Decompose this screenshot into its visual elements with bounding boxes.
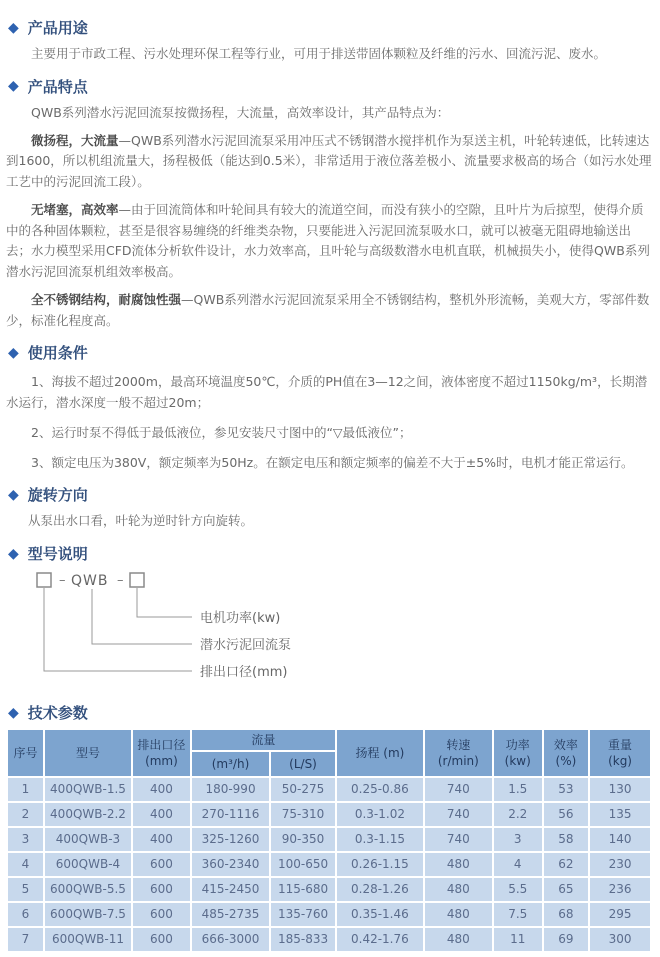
model-label-motor-power: 电机功率(kw) xyxy=(200,611,281,626)
column-header-speed-name: 转速 xyxy=(446,737,471,752)
table-row xyxy=(8,928,650,951)
table-cell: 3 xyxy=(494,828,542,851)
model-box-left xyxy=(37,573,51,587)
table-cell: 325-1260 xyxy=(192,828,269,851)
table-cell: 0.35-1.46 xyxy=(337,903,423,926)
column-header-speed-unit: (r/min) xyxy=(437,754,479,769)
table-cell: 115-680 xyxy=(271,878,335,901)
model-label-outlet-diameter: 排出口径(mm) xyxy=(200,665,288,680)
table-cell: 7 xyxy=(8,928,43,951)
model-dash: – xyxy=(117,573,124,588)
table-cell: 480 xyxy=(425,903,492,926)
table-row xyxy=(8,803,650,826)
column-header-weight-unit: (kg) xyxy=(608,754,632,769)
table-cell: 666-3000 xyxy=(192,928,269,951)
specs-table xyxy=(6,728,652,953)
column-header-weight xyxy=(590,730,650,776)
column-header-flow: 流量 xyxy=(192,730,335,750)
table-cell: 6 xyxy=(8,903,43,926)
table-cell: 3 xyxy=(8,828,43,851)
table-cell: 69 xyxy=(544,928,588,951)
column-header-efficiency-unit: (%) xyxy=(555,754,577,769)
features-title: 产品特点 xyxy=(27,77,88,96)
table-cell: 0.42-1.76 xyxy=(337,928,423,951)
table-cell: 295 xyxy=(590,903,650,926)
column-header-power xyxy=(494,730,542,776)
condition-item-3: 3、额定电压为380V，额定频率为50Hz。在额定电压和额定频率的偏差不大于±5%时，电机才能正常运行。 xyxy=(31,454,634,470)
table-cell: 485-2735 xyxy=(192,903,269,926)
feature-lead: 全不锈钢结构，耐腐蚀性强 xyxy=(31,291,182,307)
table-cell: 480 xyxy=(425,878,492,901)
table-cell: 0.25-0.86 xyxy=(337,778,423,801)
table-cell: 740 xyxy=(425,828,492,851)
column-header-power-name: 功率 xyxy=(505,737,530,752)
table-cell: 300 xyxy=(590,928,650,951)
table-cell: 740 xyxy=(425,778,492,801)
column-header-power-unit: (kw) xyxy=(504,754,531,769)
table-cell: 600 xyxy=(133,903,190,926)
feature-text: —由于回流筒体和叶轮间具有较大的流道空间，而没有狭小的空隙，且叶片为后掠型，使得介质中的各种固体颗粒，甚至是很容易缠绕的纤维类杂物，只要能进入污泥回流泵吸水口，就可以被毫无阻碍地输送出去；水力模型采用CFD流体分析软件设计，水力效率高，且叶轮与高级数潜水电机直联，机械损失小，使得QWB系列潜水污泥回流泵机组效率极高。 xyxy=(6,201,650,279)
section-heading-model xyxy=(6,543,652,564)
section-heading-usage xyxy=(6,17,652,38)
model-dash: – xyxy=(59,573,66,588)
diamond-icon: ◆ xyxy=(8,704,19,721)
table-cell: 360-2340 xyxy=(192,853,269,876)
usage-body: 主要用于市政工程、污水处理环保工程等行业，可用于排送带固体颗粒及纤维的污水、回流污泥、废水。 xyxy=(31,46,607,61)
section-heading-rotation xyxy=(6,484,652,505)
column-header-flow-ls: (L/S) xyxy=(271,752,335,776)
section-heading-features xyxy=(6,76,652,97)
column-header-seq: 序号 xyxy=(8,730,43,776)
model-title: 型号说明 xyxy=(27,545,88,563)
rotation-title: 旋转方向 xyxy=(27,486,88,505)
diamond-icon: ◆ xyxy=(8,78,19,95)
table-cell: 600 xyxy=(133,853,190,876)
model-code: QWB xyxy=(71,573,109,589)
table-cell: 90-350 xyxy=(271,828,335,851)
table-cell: 62 xyxy=(544,853,588,876)
usage-title: 产品用途 xyxy=(27,19,88,37)
table-cell: 100-650 xyxy=(271,853,335,876)
table-cell: 2 xyxy=(8,803,43,826)
table-cell: 400QWB-2.2 xyxy=(45,803,131,826)
column-header-efficiency xyxy=(544,730,588,776)
table-cell: 7.5 xyxy=(494,903,542,926)
model-box-right xyxy=(130,573,144,587)
diamond-icon: ◆ xyxy=(8,19,19,36)
feature-text: —QWB系列潜水污泥回流泵采用冲压式不锈钢潜水搅拌机作为泵送主机，叶轮转速低，比转速达到1600，所以机组流量大，扬程极低（能达到0.5米），非常适用于液位落差极小、流量要求极高的场合（如污水处理工艺中的污泥回流工段）。 xyxy=(6,132,652,189)
table-cell: 236 xyxy=(590,878,650,901)
diamond-icon: ◆ xyxy=(8,486,19,503)
table-cell: 135-760 xyxy=(271,903,335,926)
model-label-pump-type: 潜水污泥回流泵 xyxy=(200,638,292,653)
table-row xyxy=(8,828,650,851)
table-cell: 11 xyxy=(494,928,542,951)
specs-table-head xyxy=(8,730,650,776)
condition-item-1: 1、海拔不超过2000m，最高环境温度50℃，介质的PH值在3—12之间，液体密度不超过1150kg/m³，长期潜水运行，潜水深度一般不超过20m； xyxy=(6,374,648,410)
table-cell: 53 xyxy=(544,778,588,801)
model-code-diagram xyxy=(30,569,652,691)
table-cell: 65 xyxy=(544,878,588,901)
table-cell: 56 xyxy=(544,803,588,826)
table-cell: 400 xyxy=(133,828,190,851)
connector-line-outlet xyxy=(44,588,192,671)
condition-item-2: 2、运行时泵不得低于最低液位，参见安装尺寸图中的“▽最低液位”； xyxy=(31,424,412,440)
table-cell: 50-275 xyxy=(271,778,335,801)
column-header-speed xyxy=(425,730,492,776)
column-header-outlet-unit: (mm) xyxy=(145,754,178,769)
features-intro: QWB系列潜水污泥回流泵按微扬程，大流量，高效率设计，其产品特点为： xyxy=(31,104,450,120)
table-cell: 230 xyxy=(590,853,650,876)
table-cell: 75-310 xyxy=(271,803,335,826)
table-cell: 180-990 xyxy=(192,778,269,801)
column-header-outlet-name: 排出口径 xyxy=(137,737,186,752)
table-cell: 600QWB-7.5 xyxy=(45,903,131,926)
table-cell: 600QWB-5.5 xyxy=(45,878,131,901)
specs-table-body xyxy=(8,778,650,951)
table-cell: 0.28-1.26 xyxy=(337,878,423,901)
feature-paragraph-low-head xyxy=(6,131,652,193)
table-cell: 1.5 xyxy=(494,778,542,801)
rotation-body: 从泵出水口看，叶轮为逆时针方向旋转。 xyxy=(28,513,254,529)
table-cell: 135 xyxy=(590,803,650,826)
column-header-head: 扬程 (m) xyxy=(337,730,423,776)
table-cell: 400 xyxy=(133,778,190,801)
table-cell: 1 xyxy=(8,778,43,801)
table-cell: 185-833 xyxy=(271,928,335,951)
connector-line-power xyxy=(137,588,192,617)
column-header-flow-m3h: (m³/h) xyxy=(192,752,269,776)
conditions-title: 使用条件 xyxy=(27,344,88,363)
table-cell: 270-1116 xyxy=(192,803,269,826)
table-cell: 600QWB-4 xyxy=(45,853,131,876)
table-cell: 600 xyxy=(133,878,190,901)
feature-lead: 无堵塞，高效率 xyxy=(31,201,119,217)
table-cell: 4 xyxy=(8,853,43,876)
table-cell: 600 xyxy=(133,928,190,951)
table-row xyxy=(8,853,650,876)
table-cell: 400 xyxy=(133,803,190,826)
table-cell: 2.2 xyxy=(494,803,542,826)
table-cell: 600QWB-11 xyxy=(45,928,131,951)
table-cell: 400QWB-1.5 xyxy=(45,778,131,801)
table-cell: 58 xyxy=(544,828,588,851)
table-cell: 5 xyxy=(8,878,43,901)
section-heading-specs xyxy=(6,702,652,723)
table-cell: 415-2450 xyxy=(192,878,269,901)
table-cell: 0.26-1.15 xyxy=(337,853,423,876)
column-header-outlet xyxy=(133,730,190,776)
diamond-icon: ◆ xyxy=(8,545,19,562)
feature-lead: 微扬程，大流量 xyxy=(31,132,119,148)
table-cell: 130 xyxy=(590,778,650,801)
column-header-model: 型号 xyxy=(45,730,131,776)
section-heading-conditions xyxy=(6,342,652,363)
table-cell: 0.3-1.15 xyxy=(337,828,423,851)
table-cell: 5.5 xyxy=(494,878,542,901)
table-cell: 740 xyxy=(425,803,492,826)
table-cell: 400QWB-3 xyxy=(45,828,131,851)
table-row xyxy=(8,778,650,801)
table-cell: 140 xyxy=(590,828,650,851)
diamond-icon: ◆ xyxy=(8,344,19,361)
column-header-efficiency-name: 效率 xyxy=(553,737,578,752)
table-cell: 68 xyxy=(544,903,588,926)
feature-paragraph-no-clog xyxy=(6,200,652,283)
feature-text: —QWB系列潜水污泥回流泵采用全不锈钢结构，整机外形流畅，美观大方，零部件数少，标准化程度高。 xyxy=(6,291,650,328)
table-cell: 480 xyxy=(425,928,492,951)
model-code-svg xyxy=(30,569,430,687)
table-cell: 0.3-1.02 xyxy=(337,803,423,826)
table-row xyxy=(8,878,650,901)
table-cell: 4 xyxy=(494,853,542,876)
column-header-weight-name: 重量 xyxy=(608,737,633,752)
feature-paragraph-stainless xyxy=(6,290,652,332)
table-cell: 480 xyxy=(425,853,492,876)
table-row xyxy=(8,903,650,926)
specs-title: 技术参数 xyxy=(27,704,88,722)
